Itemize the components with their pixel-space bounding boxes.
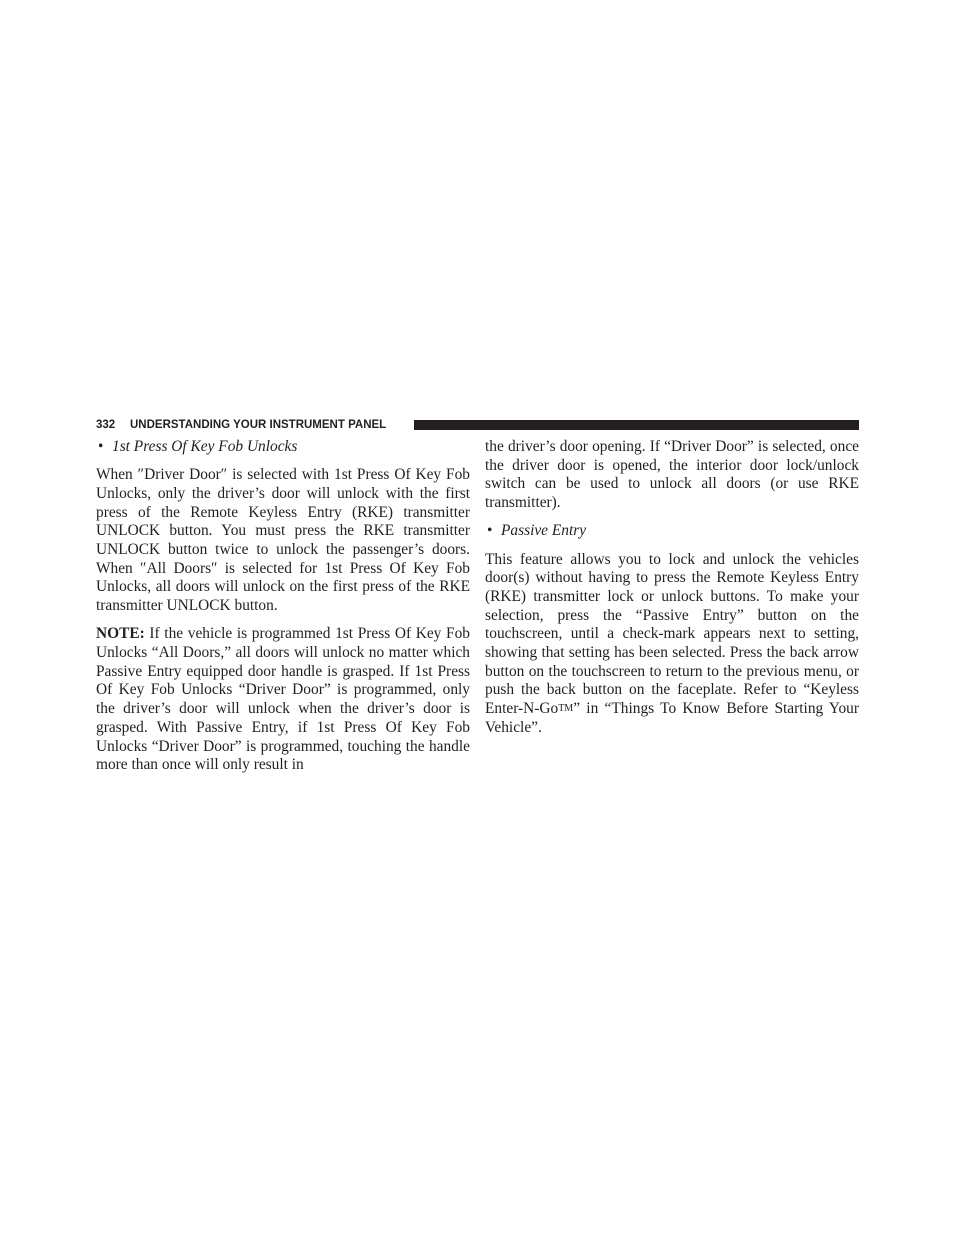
bullet-icon: • [487,522,493,540]
section-title: UNDERSTANDING YOUR INSTRUMENT PANEL [130,419,387,431]
note-text: If the vehicle is programmed 1st Press Of Key Fob Unlocks “All Doors,” all doors will unlock no matter which Passive Entry equipped door handle is grasped. If 1st Press Of Key Fob Unlocks “Driver Door” is programmed, only the driver’s door will unlock when the driver’s door is grasped. With Passive Entry, if 1st Press Of Key Fob Unlocks “Driver Door” is programmed, touching the handle more than once will only result in [96,625,470,774]
passive-entry-text-end: ” in “Things To Know Before Starting Your Vehicle”. [485,700,859,736]
passive-entry-text: This feature allows you to lock and unlock the vehicles door(s) without having to press the Remote Keyless Entry (RKE) transmitter lock or unlock buttons. To make your selection, press the “Passive Entry” button on the touchscreen, until a check-mark appears next to setting, showing that setting has been selected. Press the back arrow button on the touchscreen to return to the previous menu, or push the back button on the faceplate. Refer to “Keyless Enter-N-Go [485,550,859,718]
page-header [96,418,859,432]
bullet-item-passive-entry [485,522,859,541]
bullet-label: 1st Press Of Key Fob Unlocks [112,438,298,455]
paragraph-continuation: the driver’s door opening. If “Driver Door” is selected, once the driver door is opened, the interior door lock/unlock switch can be used to unlock all doors (or use RKE transmitter). [485,438,859,512]
paragraph-first-press: When ″Driver Door″ is selected with 1st Press Of Key Fob Unlocks, only the driver’s door will unlock with the first press of the Remote Keyless Entry (RKE) transmitter UNLOCK button. You must press the RKE transmitter UNLOCK button twice to unlock the passenger’s doors. When ″All Doors″ is selected for 1st Press Of Key Fob Unlocks, all doors will unlock on the first press of the RKE transmitter UNLOCK button. [96,466,470,615]
bullet-icon: • [98,438,104,455]
page-number: 332 [96,419,116,431]
note-paragraph [96,625,470,775]
header-rule-bar [414,420,859,430]
left-column [96,438,470,784]
bullet-label: Passive Entry [501,522,587,540]
note-label: NOTE: [96,625,145,643]
paragraph-passive-entry [485,551,859,738]
bullet-item-first-press [96,438,470,457]
right-column [485,438,859,747]
trademark-mark: TM [558,703,574,715]
